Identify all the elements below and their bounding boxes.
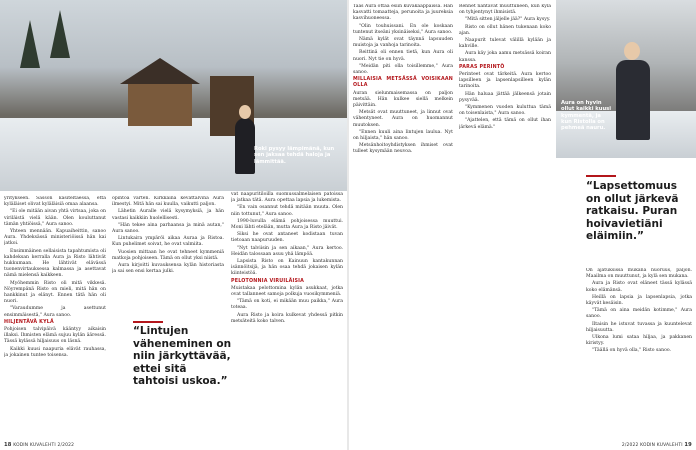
subheading: PARAS PERINTÖ: [459, 64, 505, 70]
tree-shape: [20, 20, 40, 68]
page-footer: [622, 442, 692, 448]
paragraph: Ensimmäinen sellaisista tapahtumista oli kahdeksan kerralla Aura ja Risto lähtivät hukkumaan. He lähtivät elävässä tuonenvirtauksessa kalmassa ja asettavat nämä mielensä kaikkeen.: [4, 248, 106, 279]
paragraph: Yhteen mennään. Kapuaiheittin, sanoo Aura. Yhdeksässä ministeriöissä hän kai jatkoi.: [4, 229, 106, 247]
paragraph: Aura Risto ja koira kulkevat yhdessä pitkin metsäteitä koko talven.: [231, 312, 343, 324]
paragraph: Taas Aura ottaa esiin kuvakaappaissa. Hän kasvatti tomaatteja, perunoita ja juureksia kasvihuoneessa.: [353, 4, 453, 22]
text-column-2: [112, 196, 224, 320]
paragraph: yritykseen. Sasson käsiteltäessä, että kyläläiset olivat kyläläisiä omaa alaansa.: [4, 196, 106, 208]
paragraph: "Ajattelen, että tämä on ollut ihan järkevä elämä.": [459, 118, 551, 130]
paragraph: opintoa varten. Kirkkaina kevättalvina Aura ilmestyi. Mitä hän sai kuulla, vaikutti paljon.: [112, 196, 224, 208]
photo-caption: Aura on hyvin ollut kaikki kuusi kymmentä, ja kun Ristolla on pehmeä nauru.: [561, 100, 612, 132]
quote-rule: [133, 321, 163, 323]
subheading: HILJENTÄVÄ KYLÄ: [4, 319, 54, 325]
pull-quote: “Lintujen väheneminen on niin järkyttävää, ettei sitä tahtoisi uskoa.”: [133, 325, 232, 387]
paragraph: Heillä on lapsia ja lapsenlapsia, jotka käyvät kesäisin.: [586, 294, 692, 307]
paragraph: "Olin touhuissani. En ole koskaan tuntenut itseäni yksinäiseksi," Aura sanoo.: [353, 23, 453, 35]
paragraph: "Ei ole mitään aivan yhtä virtsaa, joka on viriläistä vielä kään. Olen kouluttanut tämän yhtiöissä," Aura sanoo.: [4, 209, 106, 227]
paragraph: Vuosien mittaan he ovat tehneet kymmeniä matkoja pohjoiseen. Tämä on ollut yksi niistä.: [112, 249, 224, 261]
publication-name: 2/2022 KODIN KUVALEHTI: [621, 443, 683, 448]
paragraph: Muistakaa pelottomina kylän asukkaat, jotka ovat tallanneet samoja polkuja vuosikymmeniä.: [231, 285, 343, 298]
paragraph: "Täällä on hyvä olla," Risto sanoo.: [592, 348, 671, 354]
quote-rule: [586, 175, 616, 177]
paragraph: "Hän tekee aina parhaansa ja minä autan," Aura sanoo.: [112, 222, 224, 235]
paragraph: "Tämä on aina meidän kotimme," Aura sanoo.: [586, 308, 692, 320]
paragraph: Hän haluaa jättää jälkeensä jotain pysyvää.: [459, 91, 551, 103]
paragraph: "Meidän piti olla toisillemme," Aura sanoo.: [353, 63, 453, 76]
left-page: [0, 0, 347, 450]
subheading: PELOTONNIA VIRUILÄISIA: [231, 278, 305, 284]
paragraph: "Kymmenen vuoden kuluttua tämä on toisenlaista," Aura sanoo.: [459, 105, 551, 117]
paragraph: "Ennen kuuli aina lintujen laulua. Nyt on hiljaista," hän sanoo.: [353, 129, 453, 142]
subheading: MILLAISIA METSÄSSÄ VOISIKAAN OLLA: [353, 77, 453, 89]
paragraph: Lähetin Auralle vielä kysymyksiä, ja hän vastasi kaikkiin huolellisesti.: [112, 209, 224, 221]
paragraph: Naapurit tulevat välillä kylään ja kahville.: [459, 38, 551, 50]
paragraph: Metsänhoitoyhdistyksen ihmiset ovat tulleet kysymään neuvoa.: [353, 143, 453, 155]
paragraph: Pohjoisen talvipäivä kääntyy aikaisin illaksi. Ihmisten elämä sujuu kylän ääressä. Tässä kylässä hiljaisuus on läsnä.: [4, 327, 106, 345]
paragraph: Auran sielunmaisemassa on paljon metsää. Hän kulkee siellä melkein päivittäin.: [353, 90, 453, 109]
paragraph: "En vain osannut tehdä mitään muuta. Olen niin tottunut," Aura sanoo.: [231, 205, 343, 217]
paragraph: "Varaudumme ja asettunut ensimmäisestä," Aura sanoo.: [4, 306, 106, 318]
paragraph: Myöhemmin Risto oli mitä vikkesä. Nöyrempänä Risto on mieli, mitä hän on hankkinut ja elänyt. Ennen tätä hän oli nuori.: [4, 280, 106, 305]
side-photo: [556, 0, 696, 158]
paragraph: "Mitä sitten jäljelle jää?" Aura kysyy.: [465, 17, 551, 23]
page-footer: [4, 442, 74, 448]
paragraph: "Nyt talviisin ja sen aikaan," Aura kertoo. Heidän talossaan asuu yhä lämpöä.: [231, 245, 343, 257]
text-column-3: [231, 4, 343, 440]
paragraph: Reittinä oli ennen tietä, kun Aura oli nuori. Nyt tie on hyvä.: [353, 50, 453, 62]
paragraph: Ulkona lumi sataa hiljaa, ja pakkanen kiristyy.: [586, 335, 692, 347]
paragraph: Metsät ovat muuttuneet, ja linnut ovat vähentyneet. Aura on huomannut muutoksen.: [353, 110, 453, 128]
paragraph: Kaikki kuusi naapuria elävät rauhassa, ja jokainen tuntee toisensa.: [4, 346, 106, 358]
paragraph: On ajatuksissa mukana nuoruus, paljon. Maailma on muuttunut, ja kylä sen mukana.: [586, 268, 692, 280]
tree-shape: [50, 10, 70, 58]
house-roof: [120, 58, 200, 84]
pull-quote: “Lapsettomuus on ollut järkevä ratkaisu. Puran hoivavietiäni eläimiin.”: [586, 180, 679, 242]
paragraph: Siksi he ovat antaneet kodistaan tuvan tietoaan naapuruuden.: [231, 232, 343, 244]
paragraph: vat naapuritiloilla suomussalmelaisen patoissa ja jatkaa tätä. Aura opettaa lapsia ja lukemista.: [231, 192, 343, 204]
paragraph: Aura kirjoitti kuvauksensa kylän historiasta ja sai sen ensi kertaa julki.: [112, 263, 224, 275]
right-page: [349, 0, 696, 450]
person-head: [624, 42, 640, 60]
text-column-1: [353, 4, 453, 440]
page-number: 19: [684, 442, 692, 448]
text-column-2: [459, 4, 551, 440]
paragraph: Iltaisin he istuvat tuvassa ja kuuntelevat hiljaisuutta.: [586, 321, 692, 333]
paragraph: Lintukaira ympäröi aikaa Auraa ja Ristoa. Kun puhelimet soivat, he ovat valmiita.: [112, 236, 224, 248]
person-figure: [616, 60, 650, 140]
paragraph: 1990-luvulla elämä pohjoisessa muuttui. Moni lähti etelään, mutta Aura ja Risto jäivät.: [231, 218, 343, 231]
paragraph: Nämä kylät ovat täynnä lapsuuden muistoja ja vanhoja tarinoita.: [353, 37, 453, 49]
paragraph: Aura ja Risto ovat eläneet tässä kylässä koko elämänsä.: [586, 281, 692, 293]
paragraph: Risto on ollut hänen tukenaan koko ajan.: [459, 24, 551, 36]
house-wall: [128, 84, 192, 126]
paragraph: Aura käy joka aamu metsässä koiran kanssa.: [459, 51, 551, 63]
publication-name: KODIN KUVALEHTI 2/2022: [13, 443, 75, 448]
page-number: 18: [4, 442, 12, 448]
text-column-1: [4, 196, 106, 440]
paragraph: Rennet nähtävät muuttuneen, kun kylä on tyhjentynyt ihmisistä.: [459, 4, 551, 16]
photo-caption: Roki pysyy lämpimänä, kun sen jaksaa tehdä haloja ja lämmittää.: [254, 146, 335, 165]
text-column-3: [586, 268, 692, 440]
paragraph: Perinteet ovat tärkeitä. Aura kertoo lapsilleen ja lapsenlapsilleen kylän tarinoita.: [459, 72, 551, 90]
paragraph: Lapsista Risto on Kainuun kantakunnan isännöitsijä, ja hän osaa tehdä jokaisen kylän kiinteistöä.: [231, 259, 343, 277]
paragraph: "Tämä on koti, ei mikään muu paikka," Aura toteaa.: [231, 299, 343, 311]
